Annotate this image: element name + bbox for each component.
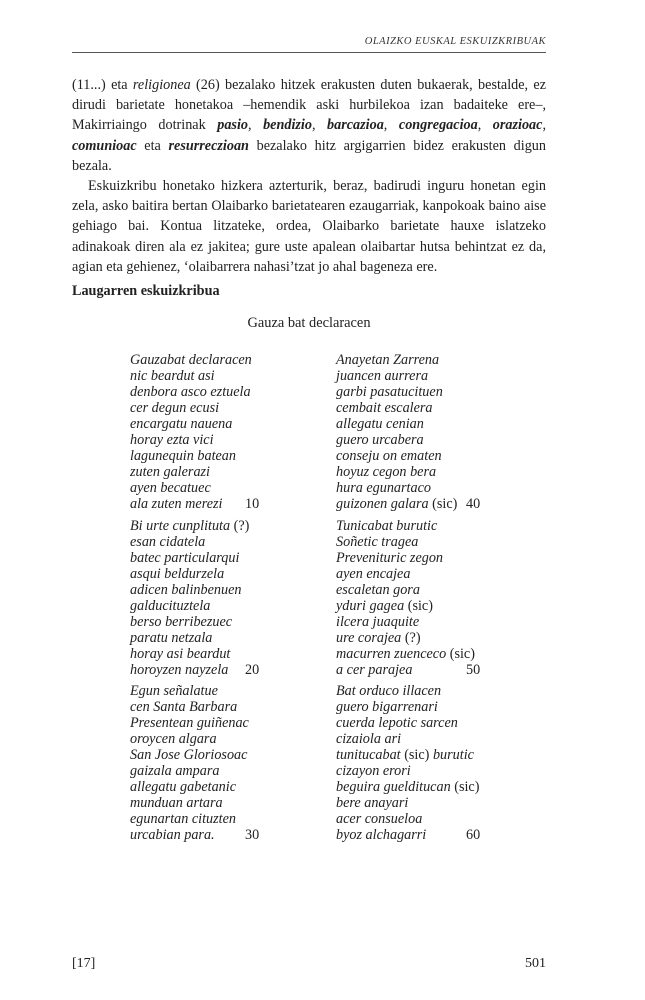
text-run: ,: [247, 117, 264, 134]
poem-line: [130, 464, 265, 480]
line-number: 50: [466, 661, 481, 678]
line-text: horoyzen nayzela: [130, 661, 229, 678]
poem-line: [336, 646, 486, 662]
editorial-note: (?): [401, 629, 421, 646]
text-run: ,: [311, 117, 328, 134]
poem-line: [130, 827, 265, 843]
poem-line: [130, 518, 265, 534]
line-text: beguira guelditucan: [336, 779, 451, 795]
poem-stanza: [336, 352, 486, 512]
text-run: bezalako hitz argigarrien bidez erakusten digun bezala.: [72, 137, 546, 174]
line-text: lagunequin batean: [130, 448, 236, 464]
poem-line: [130, 598, 265, 614]
line-text: cuerda lepotic sarcen: [336, 715, 458, 731]
poem-line: [336, 368, 486, 384]
line-text: cizaiola ari: [336, 731, 402, 747]
poem-line: [130, 614, 265, 630]
text-run: ,: [477, 117, 493, 134]
poem-right-column: [336, 352, 486, 849]
text-run: (11...) eta: [72, 77, 133, 93]
line-text: Bi urte cunplituta: [130, 517, 231, 534]
text-run: ,: [383, 117, 399, 134]
poem-line: [130, 731, 265, 747]
emphasized-word: bendizio: [263, 117, 312, 134]
section-title: Laugarren eskuizkribua: [72, 283, 220, 299]
line-text: Prevenituric zegon: [336, 549, 444, 566]
poem-line: [130, 432, 265, 448]
line-text: berso berribezuec: [130, 613, 233, 630]
line-text: horay ezta vici: [130, 432, 214, 448]
line-text: guero bigarrenari: [336, 699, 438, 715]
poem-line: [336, 614, 486, 630]
line-text: ala zuten merezi: [130, 496, 223, 512]
poem-line: [130, 646, 265, 662]
line-number: 20: [245, 661, 260, 678]
line-text: nic beardut asi: [130, 368, 215, 384]
line-text: galducituztela: [130, 597, 211, 614]
line-text: oroycen algara: [130, 731, 217, 747]
line-text: esan cidatela: [130, 533, 206, 550]
line-text: hoyuz cegon bera: [336, 464, 437, 480]
header-rule: [72, 52, 546, 53]
line-text: a cer parajea: [336, 661, 413, 678]
poem-stanza: [130, 683, 265, 843]
emphasized-word: pasio: [217, 117, 248, 134]
line-number: 30: [245, 827, 260, 843]
poem-line: [130, 811, 265, 827]
text-run: ,: [542, 117, 546, 134]
poem-line: [130, 368, 265, 384]
emphasized-word: resurreczioan: [168, 137, 249, 154]
line-text: cer degun ecusi: [130, 400, 220, 416]
poem-line: [130, 662, 265, 678]
poem-line: [336, 534, 486, 550]
line-text: cembait escalera: [336, 400, 433, 416]
line-text: cizayon erori: [336, 763, 411, 779]
poem-line: [336, 827, 486, 843]
poem-stanza: [336, 683, 486, 843]
line-text: Egun señalatue: [130, 683, 218, 699]
editorial-note: (sic): [428, 496, 458, 512]
line-number: 40: [466, 496, 481, 512]
poem-line: [130, 683, 265, 699]
poem-line: [336, 448, 486, 464]
line-text: Presentean guiñenac: [130, 715, 249, 731]
line-text: guero urcabera: [336, 432, 424, 448]
poem-line: [336, 811, 486, 827]
poem-line: [336, 662, 486, 678]
line-text: bere anayari: [336, 795, 409, 811]
poem-line: [130, 715, 265, 731]
text-run: (26) bezalako hitzek erakusten duten bukaerak, bestalde, ez dirudi barietate honetakoa –hemendik aski hurbilekoa izan badaiteke ere–, Makirriaingo dotrinak: [72, 77, 546, 134]
poem-line: [336, 699, 486, 715]
emphasized-word: orazioac: [492, 117, 543, 134]
paragraph-2: Eskuizkribu honetako hizkera azterturik, beraz, badirudi inguru honetan egin zela, asko baitira bertan Olaibarko barietatearen ezaugarriak, kanpokoak baino aise gehiago bai. Kontua litzateke, ordea, Olaibarko barietate hauxe islatzeko adinakoak diren ala ez jakitea; gure uste apalean olaibartar hutsa behintzat ez da, agian eta gehienez, ‘olaibarrera nahasi’tzat jo ahal bageneza ere.: [72, 178, 546, 275]
poem-line: [336, 432, 486, 448]
paragraph-1: [72, 75, 546, 176]
poem-line: [336, 400, 486, 416]
line-text: allegatu cenian: [336, 416, 424, 432]
line-text: guizonen galara: [336, 496, 429, 512]
poem-line: [336, 352, 486, 368]
line-text: acer consueloa: [336, 811, 423, 827]
poem-line: [130, 352, 265, 368]
line-text: egunartan cituzten: [130, 811, 236, 827]
poem-line: [336, 582, 486, 598]
line-text: yduri gagea: [336, 597, 405, 614]
line-text: macurren zuenceco: [336, 645, 447, 662]
poem-stanza: [130, 518, 265, 678]
line-text: zuten galerazi: [130, 464, 210, 480]
editorial-note: (?): [230, 517, 250, 534]
line-text: escaletan gora: [336, 581, 420, 598]
line-text: juancen aurrera: [336, 368, 429, 384]
line-text: San Jose Gloriosoac: [130, 747, 248, 763]
line-text: Anayetan Zarrena: [336, 352, 440, 368]
line-text: adicen balinbenuen: [130, 581, 242, 598]
text-run: eta: [136, 137, 169, 154]
editorial-note: (sic): [446, 645, 475, 662]
emphasized-word: comunioac: [72, 137, 137, 154]
poem-line: [130, 384, 265, 400]
line-text: hura egunartaco: [336, 480, 431, 496]
line-text: denbora asco eztuela: [130, 384, 251, 400]
line-text: urcabian para.: [130, 827, 215, 843]
poem-line: [336, 566, 486, 582]
line-text: ure corajea: [336, 629, 402, 646]
poem-line: [130, 480, 265, 496]
poem-line: [130, 779, 265, 795]
editorial-note: (sic): [450, 779, 480, 795]
line-text: Bat orduco illacen: [336, 683, 442, 699]
emphasized-word: congregacioa: [398, 117, 478, 134]
poem-line: [130, 448, 265, 464]
emphasized-word: religionea: [132, 77, 191, 93]
poem-line: [336, 496, 486, 512]
page-number: 501: [525, 956, 546, 971]
line-text: ayen becatuec: [130, 480, 211, 496]
line-text: asqui beldurzela: [130, 565, 225, 582]
line-text: ayen encajea: [336, 565, 411, 582]
poem-line: [336, 384, 486, 400]
line-number: 10: [245, 496, 260, 512]
line-text: munduan artara: [130, 795, 223, 811]
poem-line: [336, 464, 486, 480]
poem-line: [336, 683, 486, 699]
poem-line: [336, 715, 486, 731]
poem-line: [130, 534, 265, 550]
poem-line: [130, 416, 265, 432]
editorial-note: (sic): [404, 597, 433, 614]
poem-line: [336, 747, 486, 763]
emphasized-word: barcazioa: [327, 117, 384, 134]
poem-line: [130, 699, 265, 715]
poem-line: [336, 480, 486, 496]
poem-line: [336, 416, 486, 432]
poem-line: [336, 731, 486, 747]
poem-line: [336, 779, 486, 795]
line-text: batec particularqui: [130, 549, 240, 566]
poem-title: Gauza bat declaracen: [247, 315, 371, 331]
line-text: paratu netzala: [130, 629, 213, 646]
line-text: burutic: [432, 747, 474, 763]
line-text: encargatu nauena: [130, 416, 233, 432]
line-text: horay asi beardut: [130, 645, 231, 662]
line-text: conseju on ematen: [336, 448, 442, 464]
line-text: byoz alchagarri: [336, 827, 427, 843]
footer-reference: [17]: [72, 956, 96, 971]
line-number: 60: [466, 827, 481, 843]
poem-line: [336, 518, 486, 534]
poem-left-column: [130, 352, 265, 849]
editorial-note: (sic): [400, 747, 433, 763]
poem-line: [336, 795, 486, 811]
running-header: OLAIZKO EUSKAL ESKUIZKRIBUAK: [364, 36, 546, 47]
poem-line: [130, 747, 265, 763]
line-text: gaizala ampara: [130, 763, 220, 779]
poem-stanza: [130, 352, 265, 512]
line-text: tunitucabat: [336, 747, 401, 763]
line-text: Soñetic tragea: [336, 533, 419, 550]
poem-line: [130, 400, 265, 416]
line-text: garbi pasatucituen: [336, 384, 443, 400]
line-text: cen Santa Barbara: [130, 699, 238, 715]
poem-line: [336, 598, 486, 614]
poem-line: [130, 550, 265, 566]
poem-line: [336, 763, 486, 779]
line-text: allegatu gabetanic: [130, 779, 236, 795]
poem-line: [130, 763, 265, 779]
body-text: [72, 75, 546, 277]
poem-line: [336, 630, 486, 646]
line-text: Gauzabat declaracen: [130, 352, 252, 368]
poem-line: [130, 582, 265, 598]
poem-line: [130, 630, 265, 646]
poem-stanza: [336, 518, 486, 678]
line-text: Tunicabat burutic: [336, 517, 438, 534]
poem-line: [336, 550, 486, 566]
line-text: ilcera juaquite: [336, 613, 420, 630]
poem-line: [130, 496, 265, 512]
poem-line: [130, 566, 265, 582]
poem-line: [130, 795, 265, 811]
